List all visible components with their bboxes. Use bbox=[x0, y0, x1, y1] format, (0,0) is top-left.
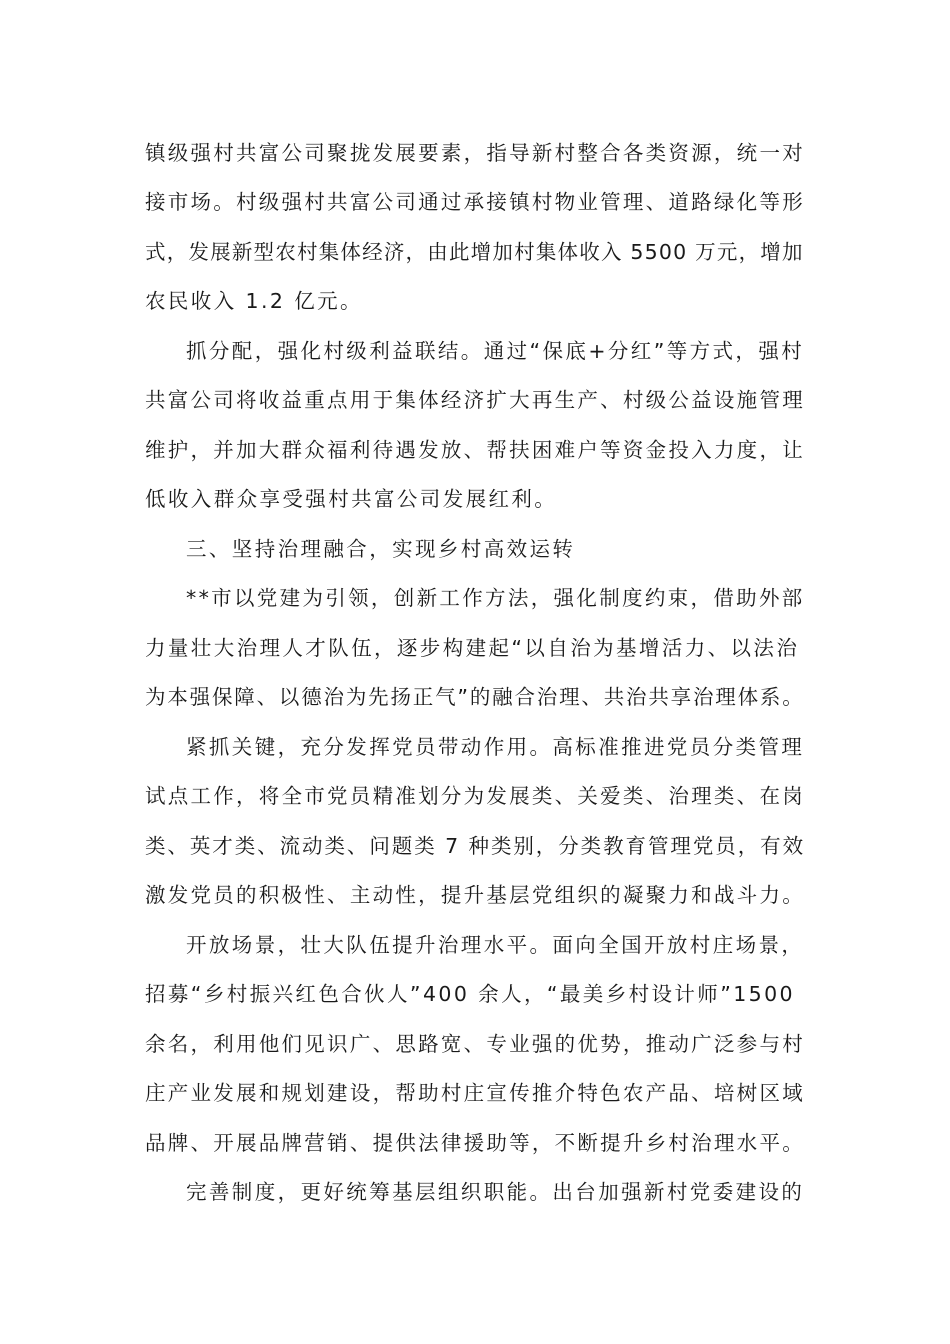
body-text-line: 低收入群众享受强村共富公司发展红利。 bbox=[145, 487, 558, 511]
body-text-line: 激发党员的积极性、主动性，提升基层党组织的凝聚力和战斗力。 bbox=[145, 883, 805, 907]
body-text-line: 品牌、开展品牌营销、提供法律援助等，不断提升乡村治理水平。 bbox=[145, 1131, 805, 1155]
paragraph-first-line: 紧抓关键，充分发挥党员带动作用。高标准推进党员分类管理 bbox=[186, 735, 805, 759]
body-text-line: 类、英才类、流动类、问题类 7 种类别，分类教育管理党员，有效 bbox=[145, 834, 806, 858]
section-heading: 三、坚持治理融合，实现乡村高效运转 bbox=[186, 537, 576, 561]
body-text-line: 招募“乡村振兴红色合伙人”400 余人，“最美乡村设计师”1500 bbox=[145, 982, 795, 1006]
paragraph-first-line: 抓分配，强化村级利益联结。通过“保底+分红”等方式，强村 bbox=[186, 339, 805, 363]
body-text-line: 庄产业发展和规划建设，帮助村庄宣传推介特色农产品、培树区域 bbox=[145, 1081, 805, 1105]
body-text-line: 接市场。村级强村共富公司通过承接镇村物业管理、道路绿化等形 bbox=[145, 190, 805, 214]
paragraph-first-line: 开放场景，壮大队伍提升治理水平。面向全国开放村庄场景， bbox=[186, 933, 805, 957]
body-text-line: 余名，利用他们见识广、思路宽、专业强的优势，推动广泛参与村 bbox=[145, 1032, 805, 1056]
paragraph-first-line: **市以党建为引领，创新工作方法，强化制度约束，借助外部 bbox=[186, 586, 805, 610]
body-text-line: 共富公司将收益重点用于集体经济扩大再生产、村级公益设施管理 bbox=[145, 388, 805, 412]
paragraph-first-line: 完善制度，更好统筹基层组织职能。出台加强新村党委建设的 bbox=[186, 1180, 805, 1204]
body-text-line: 镇级强村共富公司聚拢发展要素，指导新村整合各类资源，统一对 bbox=[145, 141, 805, 165]
body-text-line: 农民收入 1.2 亿元。 bbox=[145, 289, 363, 313]
body-text-line: 式，发展新型农村集体经济，由此增加村集体收入 5500 万元，增加 bbox=[145, 240, 804, 264]
body-text-line: 力量壮大治理人才队伍，逐步构建起“以自治为基增活力、以法治 bbox=[145, 636, 800, 660]
body-text-line: 试点工作，将全市党员精准划分为发展类、关爱类、治理类、在岗 bbox=[145, 784, 805, 808]
body-text-line: 为本强保障、以德治为先扬正气”的融合治理、共治共享治理体系。 bbox=[145, 685, 805, 709]
body-text-line: 维护，并加大群众福利待遇发放、帮扶困难户等资金投入力度，让 bbox=[145, 438, 805, 462]
